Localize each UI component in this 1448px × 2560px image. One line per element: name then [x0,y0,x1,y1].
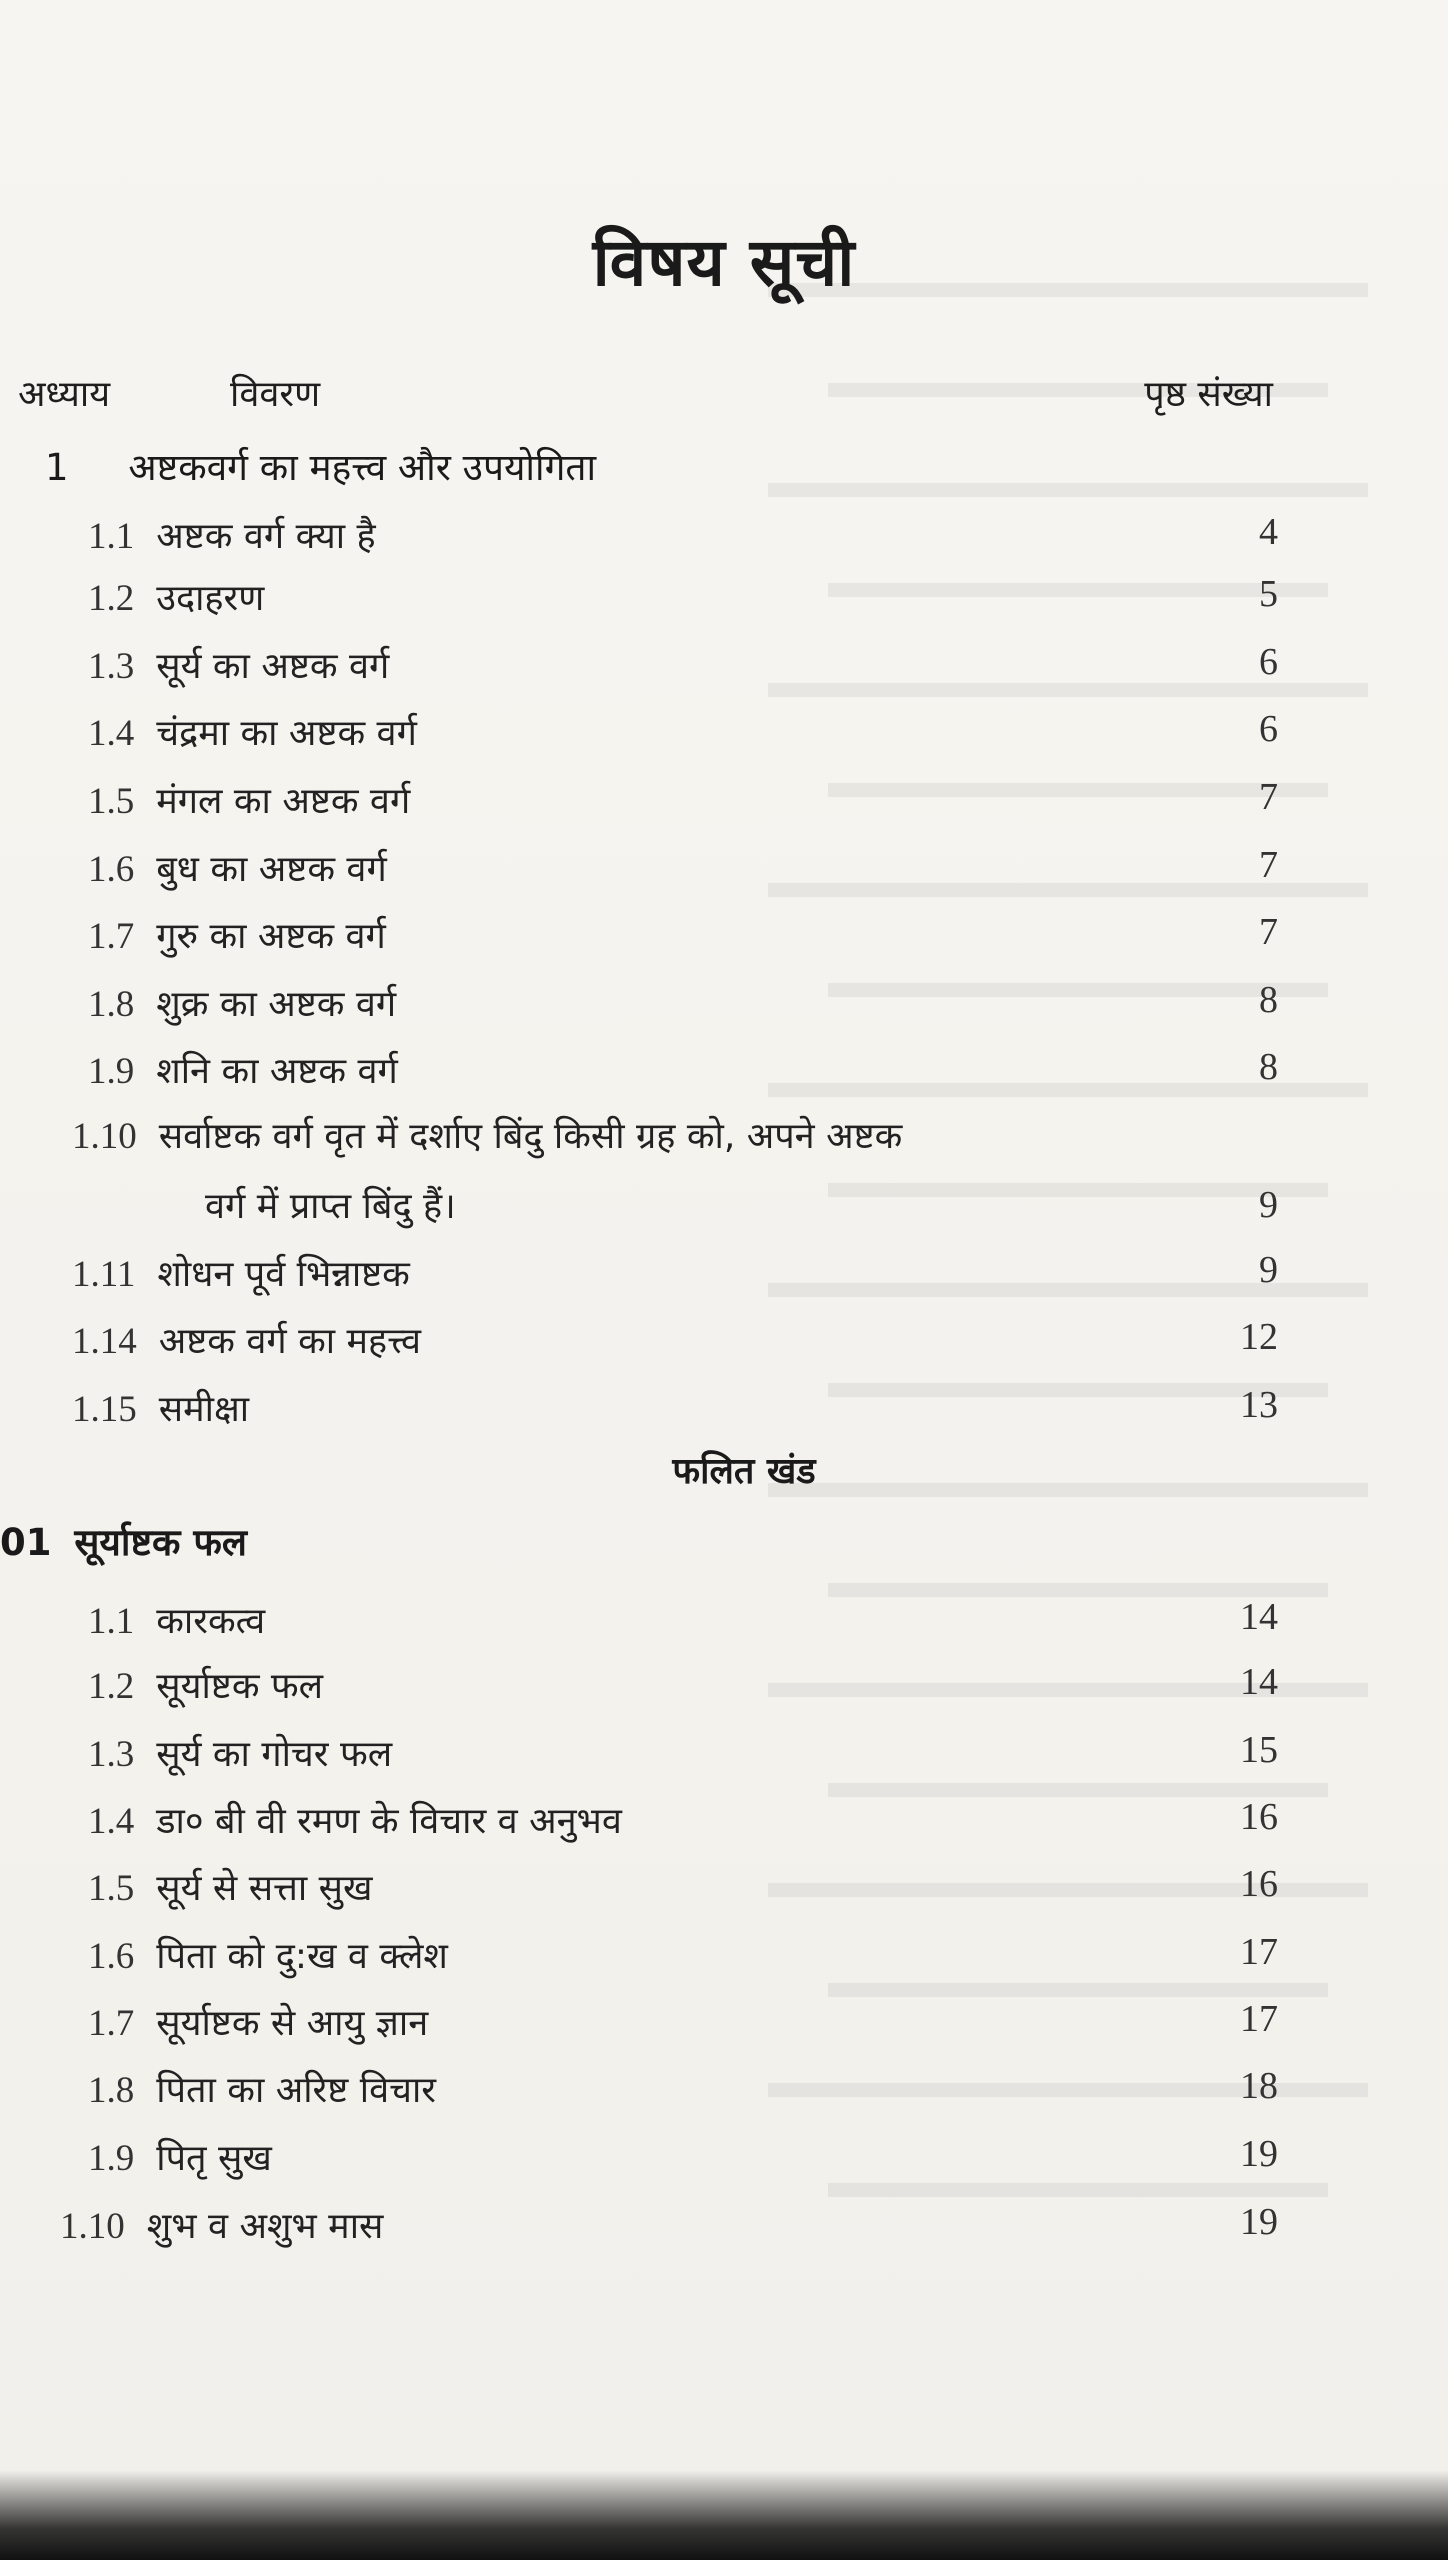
entry-number: 1.5 [88,1868,135,1909]
entry-page: 14 [1240,1661,1278,1703]
entry-number: 1.8 [88,2070,135,2111]
entry-number: 1.9 [88,1051,135,1092]
entry-number: 1.11 [72,1254,136,1295]
entry-title: डा० बी वी रमण के विचार व अनुभव [156,1801,622,1842]
toc-entry[interactable] [88,978,396,1027]
entry-number: 1.7 [88,2003,135,2044]
entry-page: 16 [1240,1863,1278,1905]
entry-page: 17 [1240,1931,1278,1973]
toc-entry[interactable] [72,1383,249,1432]
entry-page: 12 [1240,1316,1278,1358]
toc-entry[interactable] [72,1248,410,1297]
entry-number: 1.9 [88,2138,135,2179]
entry-number: 1.3 [88,646,135,687]
toc-entry[interactable] [88,1795,622,1844]
entry-title: अष्टक वर्ग का महत्त्व [158,1321,422,1362]
entry-title: सूर्य का अष्टक वर्ग [156,646,390,687]
entry-page: 19 [1240,2201,1278,2243]
entry-page: 6 [1259,708,1278,750]
entry-title-continued: वर्ग में प्राप्त बिंदु हैं। [205,1186,456,1227]
entry-title: सूर्याष्टक फल [156,1666,324,1707]
entry-page: 13 [1240,1384,1278,1426]
page-edge-shadow [0,2470,1448,2560]
entry-page: 8 [1259,979,1278,1021]
entry-number: 1.6 [88,849,135,890]
entry-page: 7 [1259,844,1278,886]
entry-title: शनि का अष्टक वर्ग [156,1051,398,1092]
entry-page: 7 [1259,911,1278,953]
toc-entry[interactable] [72,1110,902,1159]
toc-entry[interactable] [88,1997,428,2046]
entry-page: 19 [1240,2133,1278,2175]
entry-number: 1.7 [88,916,135,957]
entry-number: 1.2 [88,1666,135,1707]
toc-entry[interactable] [88,2132,272,2181]
entry-title: समीक्षा [158,1389,250,1430]
chapter-number: 01 [0,1521,52,1564]
toc-entry[interactable] [88,1595,265,1644]
entry-title: मंगल का अष्टक वर्ग [156,781,411,822]
entry-number: 1.5 [88,781,135,822]
entry-number: 1.15 [72,1389,137,1430]
chapter-title: सूर्याष्टक फल [74,1521,247,1564]
entry-title: उदाहरण [156,578,265,619]
entry-page: 4 [1259,511,1278,553]
entry-title: सूर्य का गोचर फल [156,1734,393,1775]
entry-title: शोधन पूर्व भिन्नाष्टक [157,1254,410,1295]
entry-page: 5 [1259,573,1278,615]
entry-title: पिता को दु:ख व क्लेश [156,1936,448,1977]
toc-entry[interactable] [60,2200,383,2249]
chapter-number: 1 [45,446,69,489]
entry-page: 6 [1259,641,1278,683]
toc-entry[interactable] [88,707,417,756]
entry-title: पिता का अरिष्ट विचार [156,2070,436,2111]
section-heading: फलित खंड [672,1451,816,1492]
entry-page: 18 [1240,2065,1278,2107]
entry-title: सूर्याष्टक से आयु ज्ञान [156,2003,429,2044]
chapter-2-heading [0,1515,247,1566]
toc-entry[interactable] [88,1728,392,1777]
entry-title: सूर्य से सत्ता सुख [156,1868,373,1909]
toc-entry[interactable] [88,510,376,559]
page-title: विषय सूची [592,224,856,301]
toc-entry[interactable] [88,1045,398,1094]
entry-number: 1.4 [88,713,135,754]
toc-entry-continued [205,1180,456,1229]
entry-title: अष्टक वर्ग क्या है [156,516,376,557]
entry-number: 1.10 [60,2206,125,2247]
entry-page: 15 [1240,1729,1278,1771]
entry-number: 1.3 [88,1734,135,1775]
entry-number: 1.6 [88,1936,135,1977]
toc-entry[interactable] [88,1660,323,1709]
entry-title: गुरु का अष्टक वर्ग [156,916,386,957]
toc-entry[interactable] [88,640,389,689]
toc-entry[interactable] [88,843,387,892]
show-through-lines [768,250,1368,2300]
entry-title: बुध का अष्टक वर्ग [156,849,387,890]
column-header-description: विवरण [230,374,321,415]
entry-page: 9 [1259,1184,1278,1226]
entry-number: 1.1 [88,516,135,557]
entry-page: 7 [1259,776,1278,818]
toc-entry[interactable] [88,1930,448,1979]
column-header-page-number: पृष्ठ संख्या [1144,374,1273,415]
entry-page: 9 [1259,1249,1278,1291]
toc-entry[interactable] [88,1862,372,1911]
entry-title: चंद्रमा का अष्टक वर्ग [156,713,417,754]
toc-entry[interactable] [72,1315,421,1364]
toc-entry[interactable] [88,775,410,824]
entry-number: 1.14 [72,1321,137,1362]
entry-page: 14 [1240,1596,1278,1638]
toc-entry[interactable] [88,572,264,621]
entry-page: 17 [1240,1998,1278,2040]
entry-page: 16 [1240,1796,1278,1838]
toc-entry[interactable] [88,910,386,959]
entry-title: कारकत्व [156,1601,266,1642]
entry-number: 1.1 [88,1601,135,1642]
entry-title: सर्वाष्टक वर्ग वृत में दर्शाए बिंदु किसी ग्रह को, अपने अष्टक [158,1116,903,1157]
entry-number: 1.10 [72,1116,137,1157]
entry-page: 8 [1259,1046,1278,1088]
chapter-1-heading [45,440,596,491]
chapter-title: अष्टकवर्ग का महत्त्व और उपयोगिता [128,446,597,489]
entry-title: शुभ व अशुभ मास [146,2206,384,2247]
entry-number: 1.2 [88,578,135,619]
entry-number: 1.4 [88,1801,135,1842]
entry-title: शुक्र का अष्टक वर्ग [156,984,397,1025]
entry-number: 1.8 [88,984,135,1025]
toc-entry[interactable] [88,2064,436,2113]
entry-title: पितृ सुख [156,2138,272,2179]
column-header-chapter: अध्याय [18,374,111,415]
